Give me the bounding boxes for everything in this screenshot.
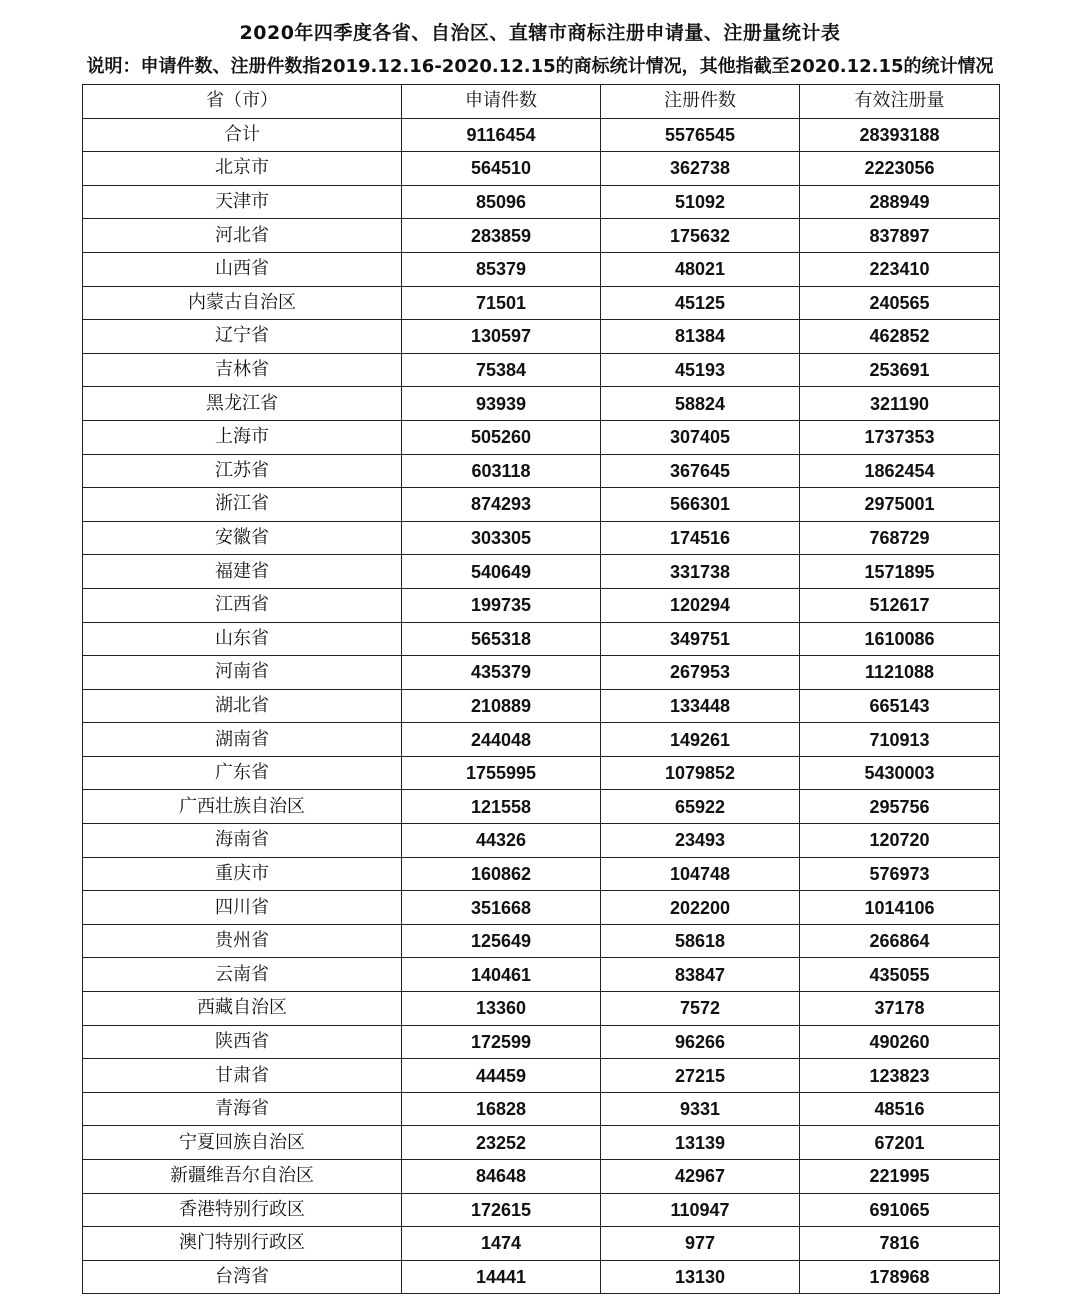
cell-valid-registrations: 2223056 — [800, 152, 1000, 186]
cell-registrations: 58824 — [601, 387, 800, 421]
table-row — [83, 924, 1000, 958]
table-row — [83, 656, 1000, 690]
cell-registrations: 5576545 — [601, 118, 800, 152]
cell-province: 西藏自治区 — [83, 992, 402, 1026]
document-title: 2020年四季度各省、自治区、直辖市商标注册申请量、注册量统计表 — [239, 22, 841, 44]
table-row — [83, 790, 1000, 824]
cell-valid-registrations: 223410 — [800, 252, 1000, 286]
cell-applications: 351668 — [402, 891, 601, 925]
cell-registrations: 202200 — [601, 891, 800, 925]
header-applications: 申请件数 — [402, 85, 601, 119]
cell-applications: 540649 — [402, 555, 601, 589]
cell-registrations: 96266 — [601, 1025, 800, 1059]
cell-applications: 13360 — [402, 992, 601, 1026]
cell-applications: 565318 — [402, 622, 601, 656]
cell-registrations: 349751 — [601, 622, 800, 656]
table-body — [83, 118, 1000, 1294]
table-row — [83, 387, 1000, 421]
cell-province: 甘肃省 — [83, 1059, 402, 1093]
cell-applications: 85096 — [402, 185, 601, 219]
cell-applications: 172599 — [402, 1025, 601, 1059]
table-row — [83, 320, 1000, 354]
cell-applications: 84648 — [402, 1160, 601, 1194]
cell-valid-registrations: 178968 — [800, 1260, 1000, 1294]
cell-valid-registrations: 710913 — [800, 723, 1000, 757]
cell-applications: 160862 — [402, 857, 601, 891]
table-row — [83, 891, 1000, 925]
cell-province: 内蒙古自治区 — [83, 286, 402, 320]
statistics-table — [82, 84, 1000, 1294]
cell-registrations: 51092 — [601, 185, 800, 219]
cell-province: 海南省 — [83, 824, 402, 858]
header-province: 省（市） — [83, 85, 402, 119]
cell-province: 云南省 — [83, 958, 402, 992]
table-row — [83, 521, 1000, 555]
table-row — [83, 1193, 1000, 1227]
cell-province: 贵州省 — [83, 924, 402, 958]
cell-registrations: 1079852 — [601, 756, 800, 790]
cell-registrations: 42967 — [601, 1160, 800, 1194]
cell-valid-registrations: 240565 — [800, 286, 1000, 320]
table-row — [83, 622, 1000, 656]
cell-valid-registrations: 691065 — [800, 1193, 1000, 1227]
cell-valid-registrations: 1014106 — [800, 891, 1000, 925]
cell-registrations: 23493 — [601, 824, 800, 858]
cell-valid-registrations: 1610086 — [800, 622, 1000, 656]
cell-province: 宁夏回族自治区 — [83, 1126, 402, 1160]
cell-registrations: 9331 — [601, 1092, 800, 1126]
cell-registrations: 13130 — [601, 1260, 800, 1294]
table-row — [83, 1260, 1000, 1294]
cell-province: 台湾省 — [83, 1260, 402, 1294]
cell-valid-registrations: 123823 — [800, 1059, 1000, 1093]
cell-valid-registrations: 1737353 — [800, 420, 1000, 454]
cell-province: 新疆维吾尔自治区 — [83, 1160, 402, 1194]
cell-registrations: 45193 — [601, 353, 800, 387]
cell-registrations: 331738 — [601, 555, 800, 589]
cell-valid-registrations: 2975001 — [800, 488, 1000, 522]
cell-applications: 874293 — [402, 488, 601, 522]
cell-province: 河南省 — [83, 656, 402, 690]
cell-applications: 303305 — [402, 521, 601, 555]
cell-province: 江西省 — [83, 588, 402, 622]
table-row — [83, 992, 1000, 1026]
cell-valid-registrations: 1121088 — [800, 656, 1000, 690]
cell-province: 浙江省 — [83, 488, 402, 522]
cell-province: 黑龙江省 — [83, 387, 402, 421]
cell-applications: 603118 — [402, 454, 601, 488]
cell-valid-registrations: 665143 — [800, 689, 1000, 723]
cell-registrations: 307405 — [601, 420, 800, 454]
table-row — [83, 824, 1000, 858]
cell-valid-registrations: 253691 — [800, 353, 1000, 387]
table-row — [83, 689, 1000, 723]
cell-valid-registrations: 221995 — [800, 1160, 1000, 1194]
table-row — [83, 958, 1000, 992]
cell-valid-registrations: 490260 — [800, 1025, 1000, 1059]
cell-applications: 435379 — [402, 656, 601, 690]
table-row — [83, 1160, 1000, 1194]
cell-applications: 130597 — [402, 320, 601, 354]
cell-applications: 1755995 — [402, 756, 601, 790]
cell-applications: 210889 — [402, 689, 601, 723]
cell-valid-registrations: 48516 — [800, 1092, 1000, 1126]
cell-registrations: 267953 — [601, 656, 800, 690]
cell-applications: 44459 — [402, 1059, 601, 1093]
header-registrations: 注册件数 — [601, 85, 800, 119]
cell-province: 辽宁省 — [83, 320, 402, 354]
table-row — [83, 252, 1000, 286]
cell-registrations: 81384 — [601, 320, 800, 354]
cell-registrations: 367645 — [601, 454, 800, 488]
cell-province: 澳门特别行政区 — [83, 1227, 402, 1261]
cell-applications: 16828 — [402, 1092, 601, 1126]
cell-valid-registrations: 1862454 — [800, 454, 1000, 488]
cell-province: 福建省 — [83, 555, 402, 589]
cell-province: 上海市 — [83, 420, 402, 454]
table-row — [83, 353, 1000, 387]
cell-valid-registrations: 37178 — [800, 992, 1000, 1026]
table-row — [83, 118, 1000, 152]
cell-valid-registrations: 7816 — [800, 1227, 1000, 1261]
cell-valid-registrations: 576973 — [800, 857, 1000, 891]
cell-applications: 75384 — [402, 353, 601, 387]
cell-registrations: 149261 — [601, 723, 800, 757]
cell-valid-registrations: 462852 — [800, 320, 1000, 354]
table-row — [83, 488, 1000, 522]
table-row — [83, 1126, 1000, 1160]
document-note: 说明：申请件数、注册件数指2019.12.16-2020.12.15的商标统计情况，其他指截至2020.12.15的统计情况 — [86, 56, 994, 77]
cell-valid-registrations: 67201 — [800, 1126, 1000, 1160]
cell-registrations: 133448 — [601, 689, 800, 723]
cell-registrations: 7572 — [601, 992, 800, 1026]
cell-registrations: 104748 — [601, 857, 800, 891]
cell-province: 河北省 — [83, 219, 402, 253]
cell-applications: 44326 — [402, 824, 601, 858]
table-row — [83, 1227, 1000, 1261]
table-row — [83, 756, 1000, 790]
cell-applications: 9116454 — [402, 118, 601, 152]
cell-valid-registrations: 5430003 — [800, 756, 1000, 790]
cell-province: 广东省 — [83, 756, 402, 790]
cell-applications: 172615 — [402, 1193, 601, 1227]
table-row — [83, 185, 1000, 219]
cell-registrations: 48021 — [601, 252, 800, 286]
cell-province: 青海省 — [83, 1092, 402, 1126]
cell-province: 湖南省 — [83, 723, 402, 757]
cell-applications: 71501 — [402, 286, 601, 320]
cell-applications: 140461 — [402, 958, 601, 992]
cell-valid-registrations: 435055 — [800, 958, 1000, 992]
cell-registrations: 362738 — [601, 152, 800, 186]
cell-province: 山西省 — [83, 252, 402, 286]
cell-registrations: 977 — [601, 1227, 800, 1261]
table-row — [83, 1092, 1000, 1126]
cell-valid-registrations: 512617 — [800, 588, 1000, 622]
cell-province: 江苏省 — [83, 454, 402, 488]
cell-province: 吉林省 — [83, 353, 402, 387]
table-row — [83, 857, 1000, 891]
table-header-row — [83, 85, 1000, 119]
table-row — [83, 723, 1000, 757]
cell-province: 陕西省 — [83, 1025, 402, 1059]
cell-applications: 85379 — [402, 252, 601, 286]
cell-province: 四川省 — [83, 891, 402, 925]
cell-province: 合计 — [83, 118, 402, 152]
cell-province: 北京市 — [83, 152, 402, 186]
table-row — [83, 588, 1000, 622]
cell-registrations: 175632 — [601, 219, 800, 253]
table-row — [83, 1025, 1000, 1059]
cell-valid-registrations: 837897 — [800, 219, 1000, 253]
table-row — [83, 454, 1000, 488]
table-row — [83, 1059, 1000, 1093]
cell-registrations: 65922 — [601, 790, 800, 824]
cell-applications: 564510 — [402, 152, 601, 186]
header-valid-registrations: 有效注册量 — [800, 85, 1000, 119]
table-row — [83, 152, 1000, 186]
cell-applications: 14441 — [402, 1260, 601, 1294]
cell-province: 山东省 — [83, 622, 402, 656]
cell-registrations: 27215 — [601, 1059, 800, 1093]
table-row — [83, 219, 1000, 253]
cell-valid-registrations: 1571895 — [800, 555, 1000, 589]
cell-applications: 505260 — [402, 420, 601, 454]
cell-applications: 93939 — [402, 387, 601, 421]
cell-valid-registrations: 288949 — [800, 185, 1000, 219]
cell-province: 湖北省 — [83, 689, 402, 723]
cell-registrations: 120294 — [601, 588, 800, 622]
cell-registrations: 566301 — [601, 488, 800, 522]
cell-province: 安徽省 — [83, 521, 402, 555]
cell-registrations: 45125 — [601, 286, 800, 320]
cell-valid-registrations: 266864 — [800, 924, 1000, 958]
cell-registrations: 83847 — [601, 958, 800, 992]
table-row — [83, 555, 1000, 589]
cell-applications: 121558 — [402, 790, 601, 824]
cell-valid-registrations: 28393188 — [800, 118, 1000, 152]
table-row — [83, 286, 1000, 320]
cell-province: 广西壮族自治区 — [83, 790, 402, 824]
cell-applications: 125649 — [402, 924, 601, 958]
cell-applications: 199735 — [402, 588, 601, 622]
cell-applications: 283859 — [402, 219, 601, 253]
cell-applications: 1474 — [402, 1227, 601, 1261]
table-row — [83, 420, 1000, 454]
cell-valid-registrations: 768729 — [800, 521, 1000, 555]
cell-province: 重庆市 — [83, 857, 402, 891]
cell-province: 天津市 — [83, 185, 402, 219]
cell-province: 香港特别行政区 — [83, 1193, 402, 1227]
cell-applications: 244048 — [402, 723, 601, 757]
cell-applications: 23252 — [402, 1126, 601, 1160]
cell-registrations: 110947 — [601, 1193, 800, 1227]
cell-valid-registrations: 120720 — [800, 824, 1000, 858]
cell-registrations: 58618 — [601, 924, 800, 958]
cell-valid-registrations: 295756 — [800, 790, 1000, 824]
cell-valid-registrations: 321190 — [800, 387, 1000, 421]
cell-registrations: 13139 — [601, 1126, 800, 1160]
cell-registrations: 174516 — [601, 521, 800, 555]
